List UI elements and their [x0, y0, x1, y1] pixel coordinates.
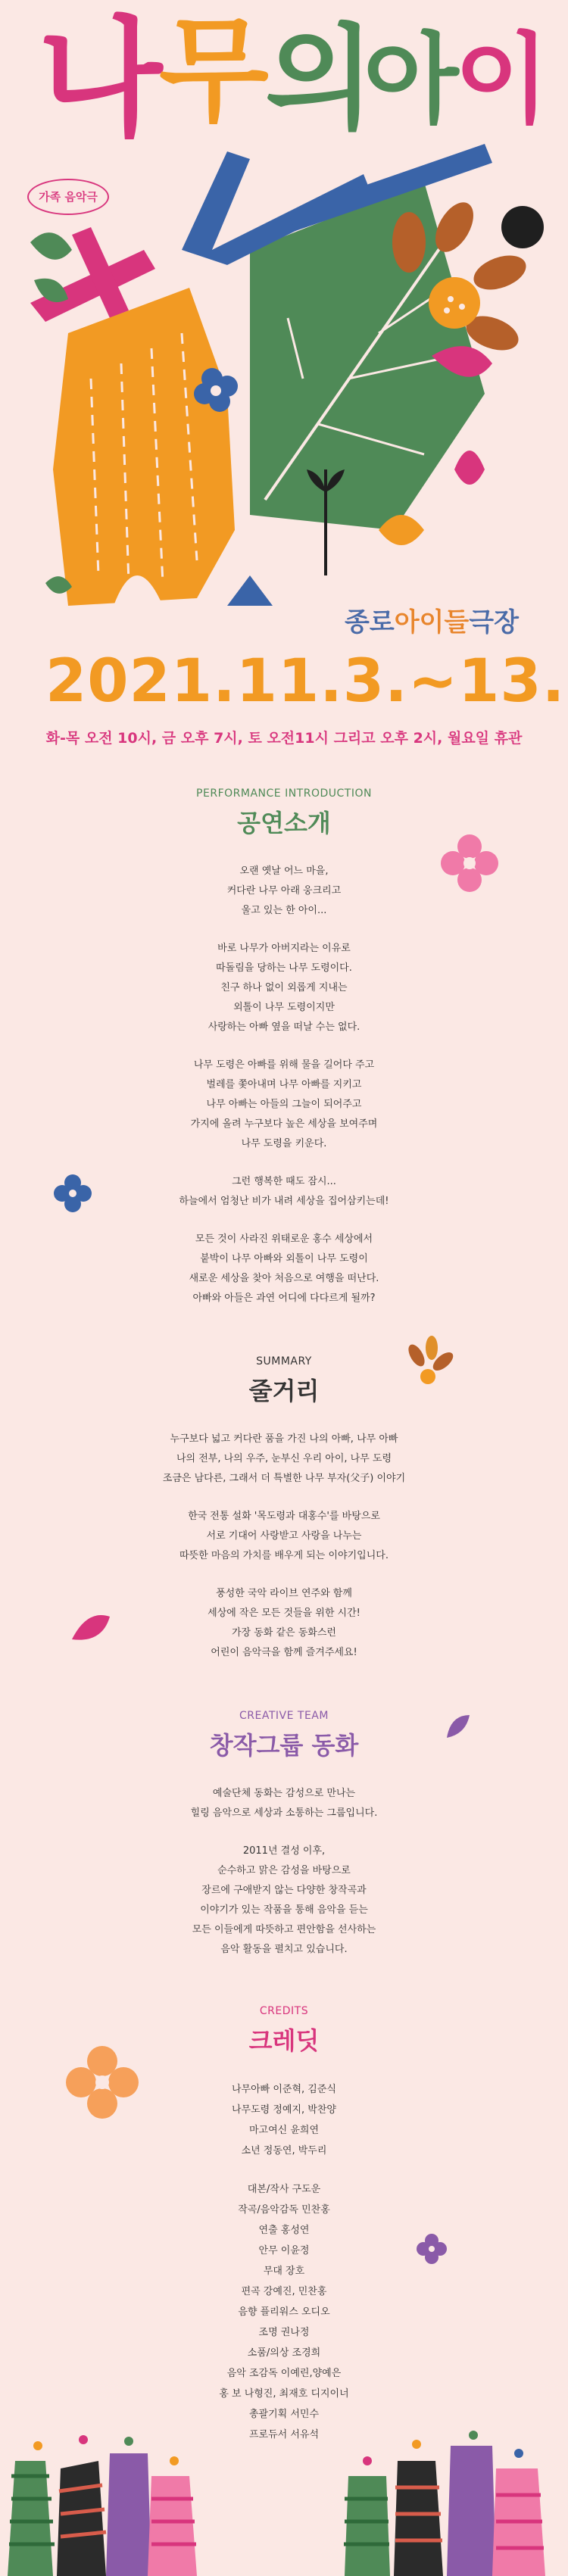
staff-item: 음향 플리워스 오디오	[238, 2306, 330, 2318]
venue-suffix: 극장	[469, 607, 519, 638]
genre-badge: 가족 음악극	[27, 179, 109, 215]
staff-item: 무대 장호	[263, 2266, 305, 2277]
cast-item: 나무아빠 이준혁, 김준식	[232, 2084, 336, 2095]
venue-prefix: 종로	[345, 607, 395, 638]
pink-flower-icon	[439, 833, 500, 893]
staff-item: 편곡 강예진, 민찬홍	[241, 2286, 327, 2297]
summary-heading: 줄거리	[248, 1377, 320, 1405]
summary-kicker: SUMMARY	[256, 1355, 312, 1368]
leaf-cluster-icon	[401, 1333, 454, 1393]
creative-kicker: CREATIVE TEAM	[239, 1710, 329, 1722]
intro-paragraph: 나무 도령은 아빠를 위해 물을 길어다 주고 벌레를 쫓아내며 나무 아빠를 지키고 나무 아빠는 아들의 그늘이 되어주고 가지에 올려 누구보다 높은 세상을 보여주며 나무 도령을 키운다.	[190, 1059, 378, 1149]
staff-item: 총괄기획 서민수	[248, 2409, 320, 2420]
intro-kicker: PERFORMANCE INTRODUCTION	[196, 787, 372, 800]
staff-item: 음악 조감독 이예린,양예은	[226, 2368, 342, 2379]
title-char-5: 이	[454, 22, 550, 137]
intro-paragraph: 모든 것이 사라진 위태로운 홍수 세상에서 붙박이 나무 아빠와 외톨이 나무 도령이 새로운 세상을 찾아 처음으로 여행을 떠난다. 아빠와 아들은 과연 어디에 다다르게 될까?	[189, 1233, 379, 1304]
cast-item: 나무도령 정예지, 박찬양	[232, 2104, 336, 2116]
title-char-3: 의	[265, 14, 375, 145]
puppet-characters-left	[8, 2431, 227, 2576]
blue-flower-icon	[53, 1174, 92, 1213]
purple-leaf-icon	[443, 1711, 473, 1742]
summary-paragraph: 한국 전통 설화 '목도령과 대홍수'를 바탕으로 서로 기대어 사랑받고 사랑을 나누는 따뜻한 마음의 가치를 배우게 되는 이야기입니다.	[179, 1511, 389, 1561]
small-purple-flower-icon	[417, 2234, 447, 2264]
cast-item: 소년 정동연, 박두리	[241, 2145, 327, 2157]
creative-paragraph: 2011년 결성 이후, 순수하고 맑은 감성을 바탕으로 장르에 구애받지 않는 다양한 창작곡과 이야기가 있는 작품을 통해 음악을 듣는 모든 이들에게 따뜻하고 편안함을 선사하는 음악 활동을 펼치고 있습니다.	[192, 1845, 376, 1955]
credits-heading: 크레딧	[248, 2026, 320, 2055]
poster	[0, 0, 568, 780]
credits-kicker: CREDITS	[259, 2005, 309, 2017]
creative-paragraph: 예술단체 동화는 감성으로 만나는 힐링 음악으로 세상과 소통하는 그룹입니다.	[190, 1788, 378, 1819]
title-char-4: 아	[364, 22, 459, 137]
cast-item: 마고여신 윤희연	[248, 2125, 320, 2136]
staff-item: 안무 이윤정	[258, 2245, 310, 2256]
venue-highlight: 아이들	[394, 607, 470, 638]
intro-heading: 공연소개	[237, 809, 331, 837]
staff-item: 조명 권나정	[258, 2327, 310, 2338]
staff-list	[0, 2179, 568, 2445]
intro-paragraph: 그런 행복한 때도 잠시... 하늘에서 엄청난 비가 내려 세상을 집어삼키는데!	[179, 1176, 389, 1207]
staff-item: 작곡/음악감독 민찬홍	[238, 2204, 330, 2216]
venue-name	[345, 601, 519, 638]
staff-item: 프로듀서 서유석	[248, 2429, 320, 2440]
summary-paragraph: 풍성한 국악 라이브 연주와 함께 세상에 작은 모든 것들을 위한 시간! 가장 동화 같은 동화스런 어린이 음악극을 함께 즐겨주세요!	[208, 1588, 360, 1658]
pink-leaf-icon	[68, 1609, 114, 1647]
title-char-2: 무	[159, 6, 269, 138]
staff-item: 홍 보 나형진, 최재호 디지이너	[219, 2388, 349, 2400]
puppet-characters-right	[341, 2431, 560, 2576]
orange-flower-icon	[64, 2044, 140, 2120]
title-char-1: 나	[38, 5, 163, 154]
creative-section	[0, 1710, 568, 1978]
summary-paragraph: 누구보다 넓고 커다란 품을 가진 나의 아빠, 나무 아빠 나의 전부, 나의 우주, 눈부신 우리 아이, 나무 도령 조금은 남다른, 그래서 더 특별한 나무 부자(父子) 이야기	[162, 1433, 406, 1484]
staff-item: 대본/작사 구도운	[247, 2184, 321, 2195]
staff-item: 연출 홍성연	[258, 2225, 310, 2236]
performance-schedule: 화-목 오전 10시, 금 오후 7시, 토 오전11시 그리고 오후 2시, 월요일 휴관	[45, 730, 523, 747]
creative-heading: 창작그룹 동화	[209, 1731, 359, 1760]
orange-trunk-shape	[53, 288, 235, 606]
intro-body	[0, 862, 568, 1308]
intro-paragraph: 바로 나무가 아버지라는 이유로 따돌림을 당하는 나무 도령이다. 친구 하나 없이 외롭게 지내는 외톨이 나무 도령이지만 사랑하는 아빠 옆을 떠날 수는 없다.	[208, 943, 360, 1033]
staff-item: 소품/의상 조경희	[247, 2347, 321, 2359]
intro-paragraph: 오랜 옛날 어느 마을, 커다란 나무 아래 웅크리고 울고 있는 한 아이...	[226, 865, 342, 916]
performance-date: 2021.11.3.~13.	[45, 647, 566, 716]
